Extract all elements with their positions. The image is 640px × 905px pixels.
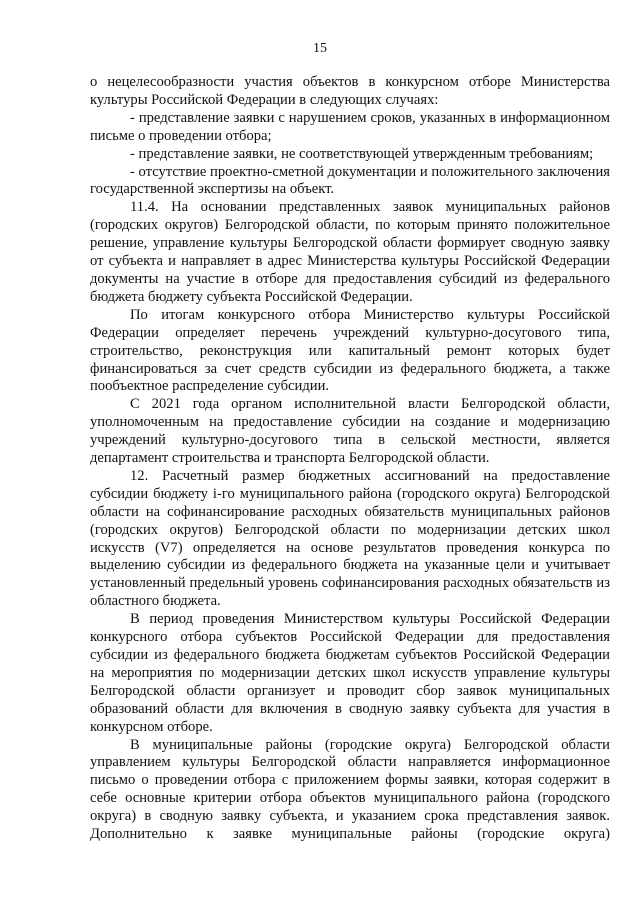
paragraph-11-4: 11.4. На основании представленных заявок муниципальных районов (городских округов) Белгородской области, по которым принято положительное решение, управление культуры Белгородской области формирует сводную заявку от субъекта и направляет в адрес Министерства культуры Российской Федерации документы на участие в отборе для предоставления субсидий из федерального бюджета бюджету субъекта Российской Федерации. <box>90 199 610 305</box>
document-body <box>90 74 610 844</box>
paragraph-selection-results: По итогам конкурсного отбора Министерство культуры Российской Федерации определяет перечень учреждений культурно-досугового типа, строительство, реконструкция или капитальный ремонт которых будет финансироваться за счет средств субсидии из федерального бюджета, а также пообъектное распределение субсидии. <box>90 306 610 395</box>
paragraph-selection-period: В период проведения Министерством культуры Российской Федерации конкурсного отбора субъектов Российской Федерации для предоставления субсидии из федерального бюджета бюджетам субъектов Российской Федерации на мероприятия по модернизации детских школ искусств управление культуры Белгородской области организует и проводит сбор заявок муниципальных образований области для включения в сводную заявку субъекта для участия в конкурсном отборе. <box>90 611 610 735</box>
paragraph-authority-2021: С 2021 года органом исполнительной власти Белгородской области, уполномоченным на предоставление субсидии на создание и модернизацию учреждений культурно-досугового типа в сельской местности, является департамент строительства и транспорта Белгородской области. <box>90 396 610 467</box>
paragraph-bullet-deadline: - представление заявки с нарушением сроков, указанных в информационном письме о проведении отбора; <box>90 109 610 144</box>
paragraph-bullet-documentation: - отсутствие проектно-сметной документации и положительного заключения государственной экспертизы на объект. <box>90 163 610 198</box>
page-number: 15 <box>313 41 327 56</box>
paragraph-information-letter: В муниципальные районы (городские округа) Белгородской области управлением культуры Белгородской области направляется информационное письмо о проведении отбора с приложением формы заявки, которая содержит в себе основные критерии отбора объектов муниципального района (городского округа) в сводную заявку субъекта, и указанием срока представления заявок. Дополнительно к заявке муниципальные районы (городские округа) <box>90 736 610 843</box>
paragraph-continuation: о нецелесообразности участия объектов в конкурсном отборе Министерства культуры Российской Федерации в следующих случаях: <box>90 74 610 108</box>
paragraph-12: 12. Расчетный размер бюджетных ассигнований на предоставление субсидии бюджету і-го муниципального района (городского округа) Белгородской области на софинансирование расходных обязательств муниципальных районов (городских округов) Белгородской области по модернизации детских школ искусств (V7) определяется на основе результатов проведения конкурса по выделению субсидии из федерального бюджета на указанные цели и учитывает установленный предельный уровень софинансирования расходных обязательств из областного бюджета. <box>90 467 610 610</box>
paragraph-bullet-requirements: - представление заявки, не соответствующей утвержденным требованиям; <box>130 145 594 162</box>
